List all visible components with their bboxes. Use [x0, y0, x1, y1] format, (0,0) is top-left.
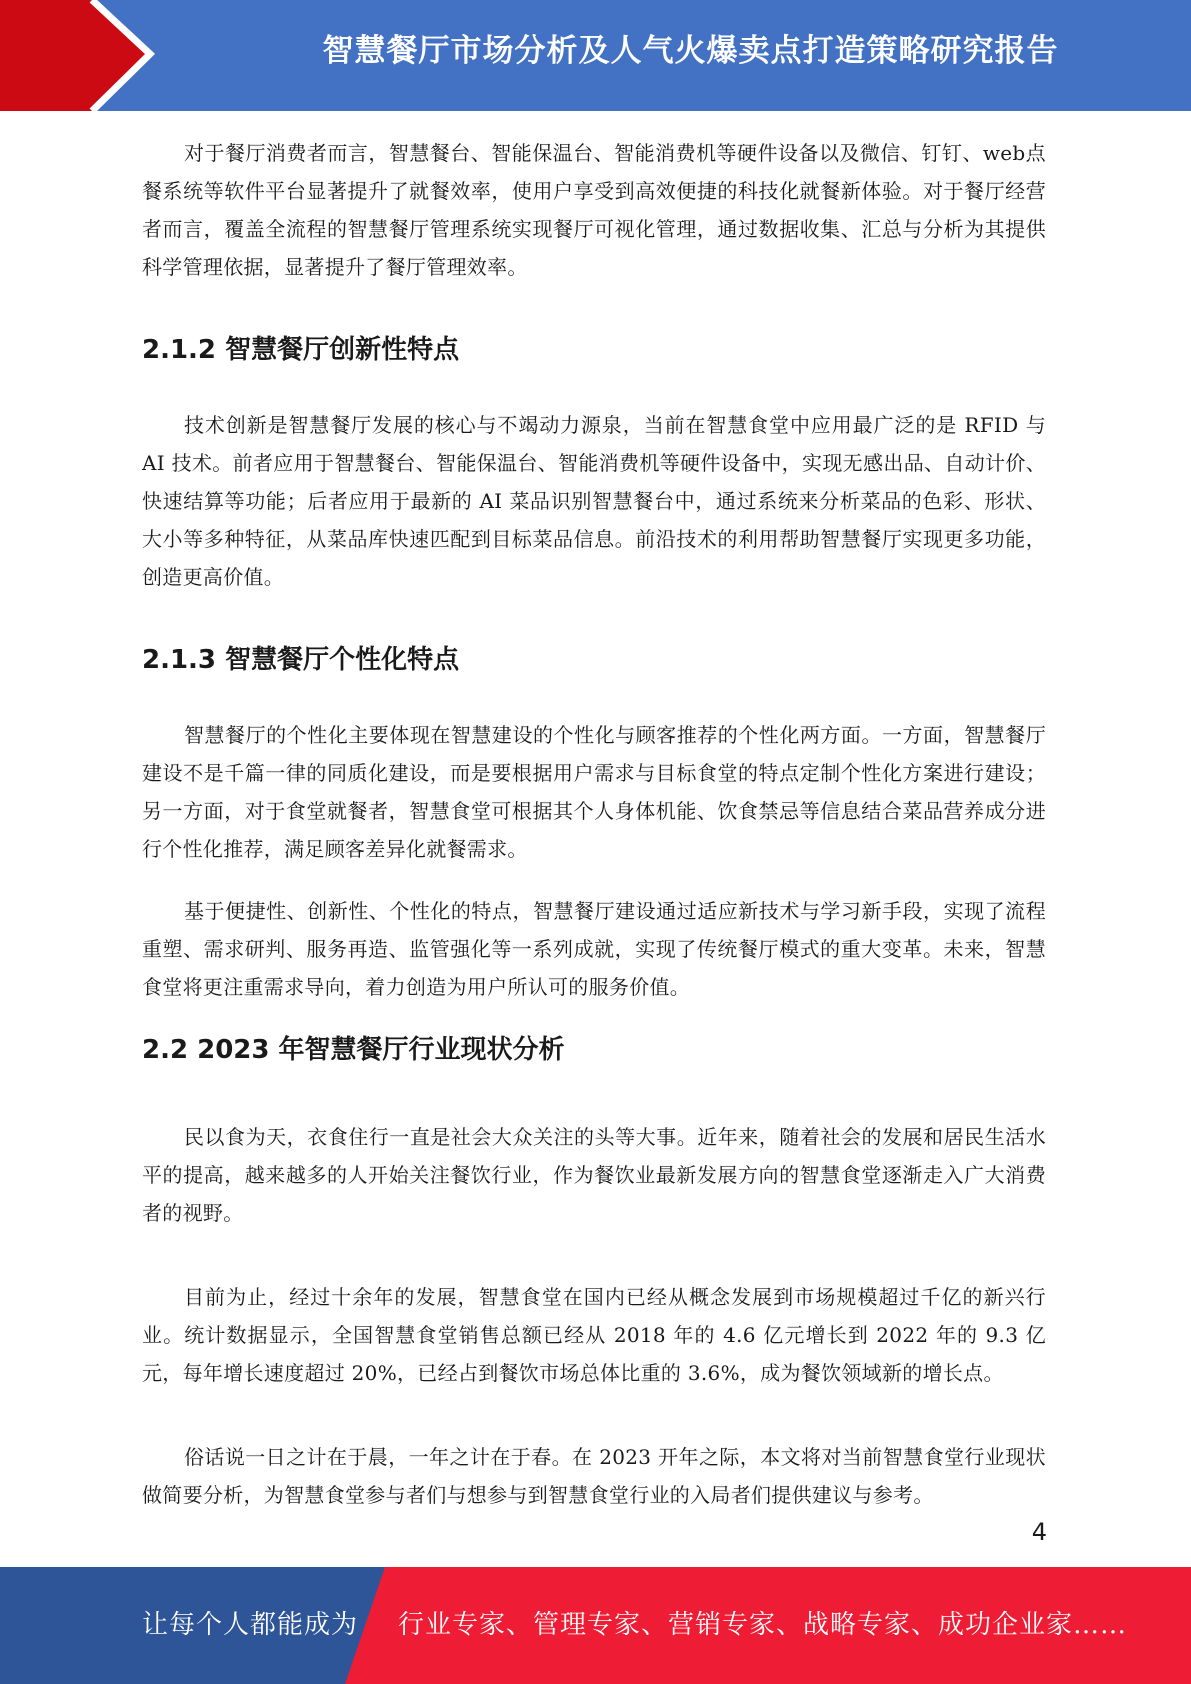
paragraph-2-1-3-a: 智慧餐厅的个性化主要体现在智慧建设的个性化与顾客推荐的个性化两方面。一方面，智慧餐厅建设不是千篇一律的同质化建设，而是要根据用户需求与目标食堂的特点定制个性化方案进行建设；另一方面，对于食堂就餐者，智慧食堂可根据其个人身体机能、饮食禁忌等信息结合菜品营养成分进行个性化推荐，满足顾客差异化就餐需求。 — [142, 723, 1046, 861]
paragraph-2-2-b: 目前为止，经过十余年的发展，智慧食堂在国内已经从概念发展到市场规模超过千亿的新兴行业。统计数据显示，全国智慧食堂销售总额已经从 2018 年的 4.6 亿元增长到 2022 年的 9.3 亿元，每年增长速度超过 20%，已经占到餐饮市场总体比重的 3.6%，成为餐饮领域新的增长点。 — [142, 1285, 1046, 1385]
footer-banner — [0, 1567, 1191, 1684]
section-heading-2-1-3: 2.1.3 智慧餐厅个性化特点 — [142, 645, 460, 675]
paragraph-intro: 对于餐厅消费者而言，智慧餐台、智能保温台、智能消费机等硬件设备以及微信、钉钉、web点餐系统等软件平台显著提升了就餐效率，使用户享受到高效便捷的科技化就餐新体验。对于餐厅经营者而言，覆盖全流程的智慧餐厅管理系统实现餐厅可视化管理，通过数据收集、汇总与分析为其提供科学管理依据，显著提升了餐厅管理效率。 — [142, 141, 1046, 279]
section-heading-2-1-2: 2.1.2 智慧餐厅创新性特点 — [142, 335, 460, 365]
paragraph-2-1-3-b: 基于便捷性、创新性、个性化的特点，智慧餐厅建设通过适应新技术与学习新手段，实现了流程重塑、需求研判、服务再造、监管强化等一系列成就，实现了传统餐厅模式的重大变革。未来，智慧食堂将更注重需求导向，着力创造为用户所认可的服务价值。 — [142, 899, 1046, 999]
page-number: 4 — [1031, 1518, 1047, 1546]
report-title: 智慧餐厅市场分析及人气火爆卖点打造策略研究报告 — [322, 33, 1059, 69]
paragraph-2-1-2: 技术创新是智慧餐厅发展的核心与不竭动力源泉，当前在智慧食堂中应用最广泛的是 RFID 与 AI 技术。前者应用于智慧餐台、智能保温台、智能消费机等硬件设备中，实现无感出品、自动计价、快速结算等功能；后者应用于最新的 AI 菜品识别智慧餐台中，通过系统来分析菜品的色彩、形状、大小等多种特征，从菜品库快速匹配到目标菜品信息。前沿技术的利用帮助智慧餐厅实现更多功能，创造更高价值。 — [142, 413, 1046, 589]
section-heading-2-2: 2.2 2023 年智慧餐厅行业现状分析 — [142, 1035, 565, 1065]
paragraph-2-2-a: 民以食为天，衣食住行一直是社会大众关注的头等大事。近年来，随着社会的发展和居民生活水平的提高，越来越多的人开始关注餐饮行业，作为餐饮业最新发展方向的智慧食堂逐渐走入广大消费者的视野。 — [142, 1125, 1046, 1225]
footer-slogan-left: 让每个人都能成为 — [142, 1610, 359, 1640]
main-content — [142, 134, 1046, 1514]
header-banner — [0, 0, 1191, 111]
paragraph-2-2-c: 俗话说一日之计在于晨，一年之计在于春。在 2023 开年之际，本文将对当前智慧食堂行业现状做简要分析，为智慧食堂参与者们与想参与到智慧食堂行业的入局者们提供建议与参考。 — [142, 1445, 1046, 1507]
footer-slogan-right: 行业专家、管理专家、营销专家、战略专家、成功企业家…… — [398, 1610, 1128, 1640]
